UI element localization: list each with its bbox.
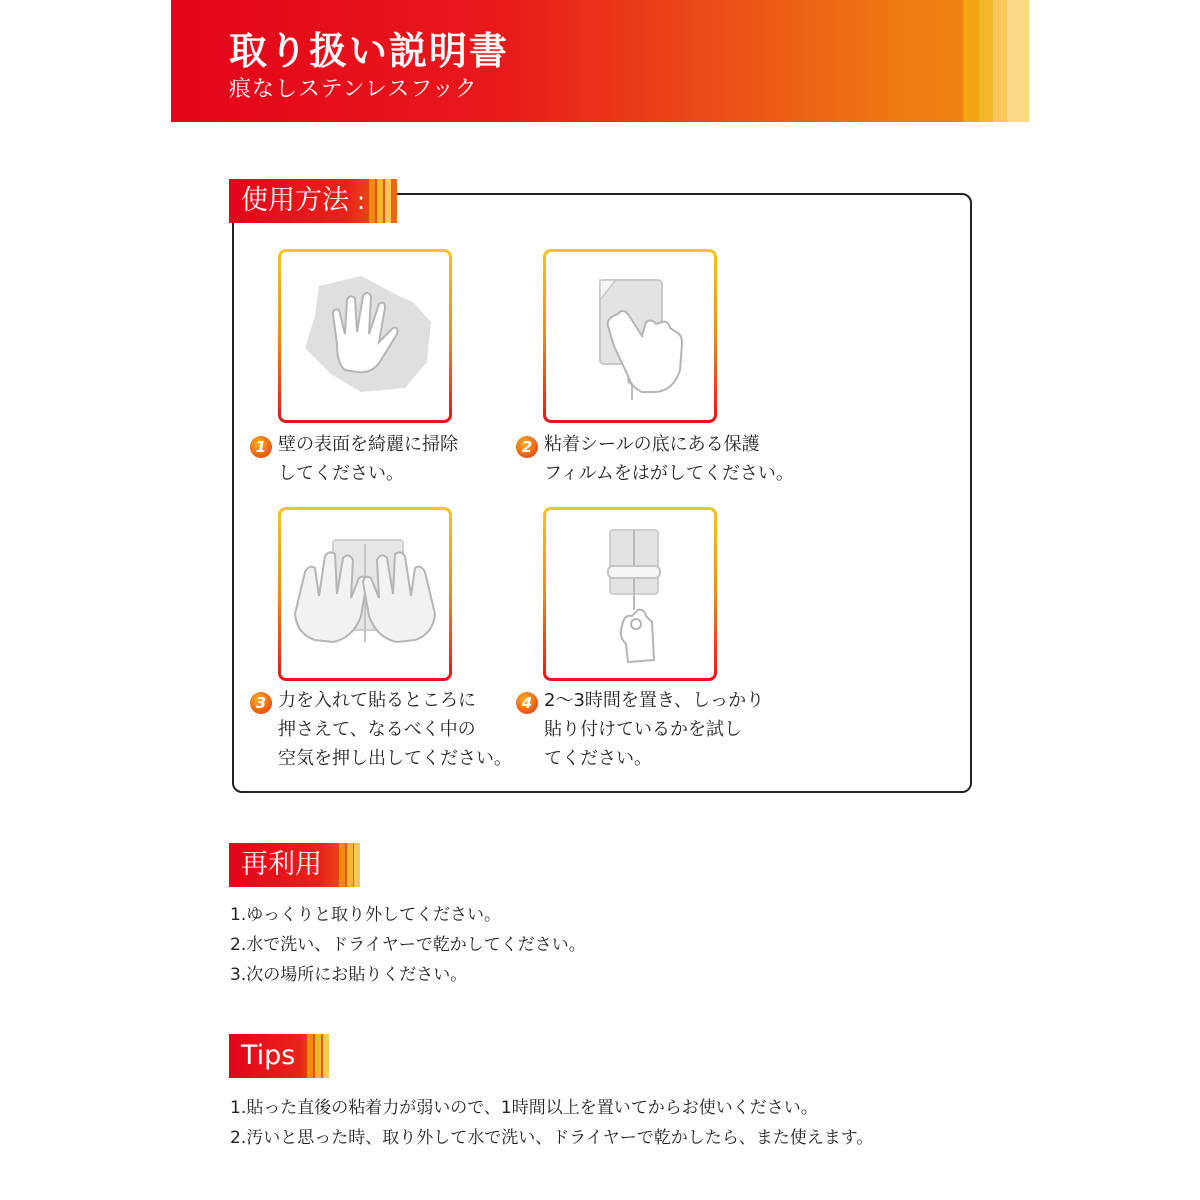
step-1-line: 壁の表面を綺麗に掃除 bbox=[278, 434, 458, 455]
step-3-line: 力を入れて貼るところに bbox=[278, 690, 476, 711]
label-stripe bbox=[339, 843, 345, 887]
step-2-text bbox=[544, 430, 794, 488]
step-2-line: 粘着シールの底にある保護 bbox=[544, 434, 760, 455]
page-title: 取り扱い説明書 bbox=[229, 29, 510, 73]
step-4-number-badge: 4 bbox=[516, 692, 538, 714]
label-stripe bbox=[385, 179, 391, 223]
label-stripe bbox=[377, 179, 383, 223]
header-stripe bbox=[993, 0, 1007, 122]
label-stripe bbox=[347, 843, 353, 887]
label-stripe bbox=[369, 179, 375, 223]
step-3-number-badge: 3 bbox=[250, 692, 272, 714]
list-item: 1.ゆっくりと取り外してください。 bbox=[230, 905, 502, 925]
header-stripe bbox=[963, 0, 979, 122]
tips-section-label bbox=[229, 1034, 329, 1078]
label-stripe bbox=[354, 843, 360, 887]
step-4-line: てください。 bbox=[544, 748, 652, 769]
step-2-line: フィルムをはがしてください。 bbox=[544, 463, 794, 484]
tips-label-text: Tips bbox=[241, 1040, 296, 1071]
usage-label-text: 使用方法 bbox=[241, 185, 349, 216]
step-1-number-badge: 1 bbox=[250, 436, 272, 458]
step-3-line: 押さえて、なるべく中の bbox=[278, 719, 476, 740]
step-2-number-badge: 2 bbox=[516, 436, 538, 458]
step-3-line: 空気を押し出してください。 bbox=[278, 748, 512, 769]
list-item: 3.次の場所にお貼りください。 bbox=[230, 965, 468, 985]
list-item: 2.汚いと思った時、取り外して水で洗い、ドライヤーで乾かしたら、また使えます。 bbox=[230, 1128, 874, 1148]
page-subtitle: 痕なしステンレスフック bbox=[229, 77, 478, 102]
step-2-illustration bbox=[543, 249, 717, 423]
peel-film-icon bbox=[546, 252, 714, 420]
list-item: 1.貼った直後の粘着力が弱いので、1時間以上を置いてからお使いください。 bbox=[230, 1098, 818, 1118]
test-hook-icon bbox=[546, 510, 714, 678]
step-1-illustration bbox=[278, 249, 452, 423]
step-4-text bbox=[544, 686, 764, 773]
step-3-illustration bbox=[278, 507, 452, 681]
label-stripe bbox=[323, 1034, 329, 1078]
list-item: 2.水で洗い、ドライヤーで乾かしてください。 bbox=[230, 935, 586, 955]
press-hook-icon bbox=[281, 510, 449, 678]
step-1-line: してください。 bbox=[278, 463, 404, 484]
label-stripe bbox=[315, 1034, 321, 1078]
wipe-wall-icon bbox=[281, 252, 449, 420]
header-banner bbox=[171, 0, 1029, 122]
step-4-line: 貼り付けているかを試し bbox=[544, 719, 742, 740]
usage-section-label: 使用方法 : bbox=[229, 179, 397, 223]
header-stripe bbox=[1007, 0, 1029, 122]
reuse-list bbox=[230, 900, 586, 990]
tips-list bbox=[230, 1093, 873, 1153]
header-stripe bbox=[979, 0, 993, 122]
step-3-text bbox=[278, 686, 512, 773]
label-stripe bbox=[307, 1034, 313, 1078]
step-1-text bbox=[278, 430, 458, 488]
reuse-section-label bbox=[229, 843, 360, 887]
step-4-illustration bbox=[543, 507, 717, 681]
step-4-line: 2～3時間を置き、しっかり bbox=[544, 690, 765, 711]
reuse-label-text: 再利用 bbox=[241, 849, 322, 880]
